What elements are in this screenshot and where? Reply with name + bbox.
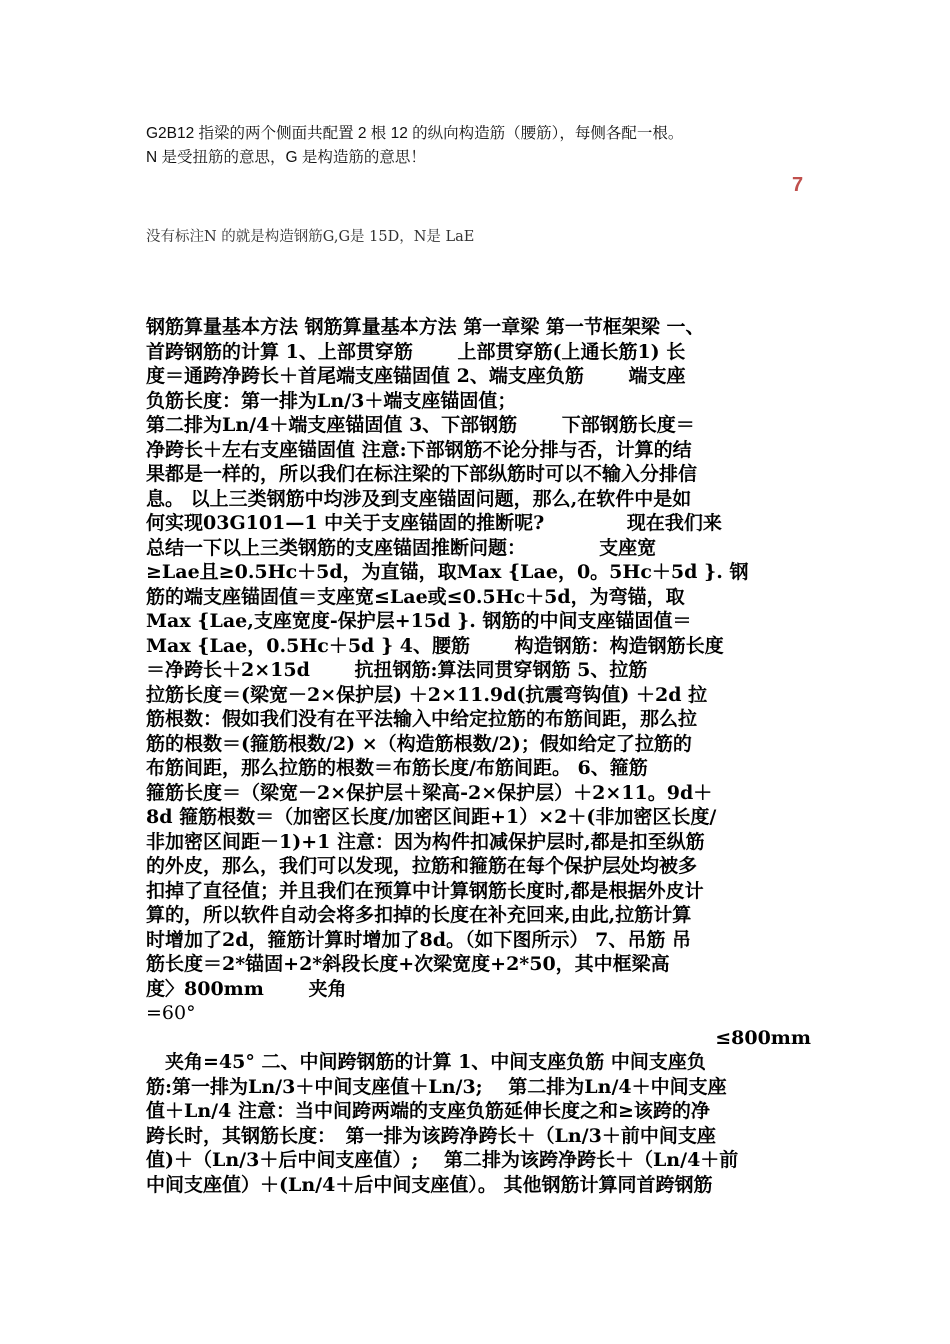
- body-line: 非加密区间距－1)+1 注意：因为构件扣减保护层时,都是扣至纵筋: [146, 830, 705, 853]
- body-line: 拉筋长度＝(梁宽－2×保护层) ＋2×11.9d(抗震弯钩值) ＋2d 拉: [146, 683, 708, 706]
- body-line: 净跨长＋左右支座锚固值 注意:下部钢筋不论分排与否，计算的结: [146, 438, 692, 461]
- body-line: 布筋间距，那么拉筋的根数＝布筋长度/布筋间距。 6、箍筋: [146, 757, 648, 779]
- body-line: 果都是一样的，所以我们在标注梁的下部纵筋时可以不输入分排信: [146, 463, 698, 485]
- body-line: ＝净跨长＋2×15d 抗扭钢筋:算法同贯穿钢筋 5、拉筋: [146, 659, 648, 681]
- body-line: =60°: [146, 1002, 196, 1024]
- note-line: 没有标注N 的就是构造钢筋G,G是 15D，N是 LaE: [146, 229, 475, 245]
- body-line: 筋长度＝2*锚固+2*斜段长度+次梁宽度+2*50，其中框梁高: [146, 953, 670, 975]
- body-line: 8d 箍筋根数＝（加密区长度/加密区间距+1）×2＋(非加密区长度/: [146, 806, 717, 828]
- body-line: Max {Lae,支座宽度-保护层+15d }. 钢筋的中间支座锚固值＝: [146, 610, 692, 632]
- intro-paragraph: [146, 122, 826, 170]
- body-line: 第二排为Ln/4＋端支座锚固值 3、下部钢筋 下部钢筋长度＝: [146, 414, 695, 436]
- body-line: 筋:第一排为Ln/3＋中间支座值＋Ln/3; 第二排为Ln/4＋中间支座: [146, 1075, 727, 1098]
- body-line: 筋的端支座锚固值＝支座宽≤Lae或≤0.5Hc＋5d，为弯锚，取: [146, 585, 685, 608]
- body-line: 中间支座值）＋(Ln/4＋后中间支座值）。 其他钢筋计算同首跨钢筋: [146, 1173, 713, 1196]
- body-line: 筋的根数＝(箍筋根数/2) ×（构造筋根数/2)；假如给定了拉筋的: [146, 732, 692, 755]
- main-text-block: [146, 315, 811, 1197]
- body-line: 的外皮，那么，我们可以发现，拉筋和箍筋在每个保护层处均被多: [146, 855, 698, 877]
- body-line: 度＝通跨净跨长＋首尾端支座锚固值 2、端支座负筋 端支座: [146, 365, 686, 387]
- body-line: 值)＋（Ln/3＋后中间支座值）; 第二排为该跨净跨长＋（Ln/4＋前: [146, 1149, 739, 1171]
- intro-line: G2B12 指梁的两个侧面共配置 2 根 12 的纵向构造筋（腰筋），每侧各配一根。: [146, 125, 684, 142]
- body-line: 值＋Ln/4 注意：当中间跨两端的支座负筋延伸长度之和≥该跨的净: [146, 1100, 710, 1122]
- body-line: 箍筋长度＝（梁宽－2×保护层＋梁高-2×保护层）＋2×11。9d＋: [146, 781, 713, 804]
- body-line: 度〉800mm 夹角: [146, 977, 347, 1000]
- body-line: 何实现03G101—1 中关于支座锚固的推断呢? 现在我们来: [146, 512, 722, 534]
- body-line: 钢筋算量基本方法 钢筋算量基本方法 第一章梁 第一节框架梁 一、: [146, 316, 705, 338]
- body-line: 时增加了2d，箍筋计算时增加了8d。（如下图所示） 7、吊筋 吊: [146, 928, 691, 951]
- page-number: 7: [792, 174, 804, 196]
- body-line: Max {Lae，0.5Hc＋5d } 4、腰筋 构造钢筋：构造钢筋长度: [146, 634, 724, 657]
- body-line: 息。 以上三类钢筋中均涉及到支座锚固问题，那么,在软件中是如: [146, 487, 692, 510]
- body-line: 夹角=45° 二、中间跨钢筋的计算 1、中间支座负筋 中间支座负: [146, 1051, 706, 1073]
- body-line: 负筋长度：第一排为Ln/3＋端支座锚固值；: [146, 389, 517, 412]
- body-line: ≤800mm: [715, 1026, 811, 1049]
- intro-line: N 是受扭筋的意思，G 是构造筋的意思！: [146, 149, 426, 166]
- body-line: 扣掉了直径值；并且我们在预算中计算钢筋长度时,都是根据外皮计: [146, 879, 704, 902]
- body-line: 总结一下以上三类钢筋的支座锚固推断问题： 支座宽: [146, 536, 657, 559]
- body-line: 筋根数：假如我们没有在平法输入中给定拉筋的布筋间距，那么拉: [146, 708, 698, 730]
- body-line: 跨长时，其钢筋长度： 第一排为该跨净跨长＋（Ln/3＋前中间支座: [146, 1124, 716, 1147]
- body-line: 算的，所以软件自动会将多扣掉的长度在补充回来,由此,拉筋计算: [146, 904, 692, 926]
- body-line: ≥Lae且≥0.5Hc＋5d，为直锚，取Max {Lae，0。5Hc＋5d }. 钢: [146, 561, 749, 583]
- body-line: 首跨钢筋的计算 1、上部贯穿筋 上部贯穿筋(上通长筋1) 长: [146, 340, 686, 363]
